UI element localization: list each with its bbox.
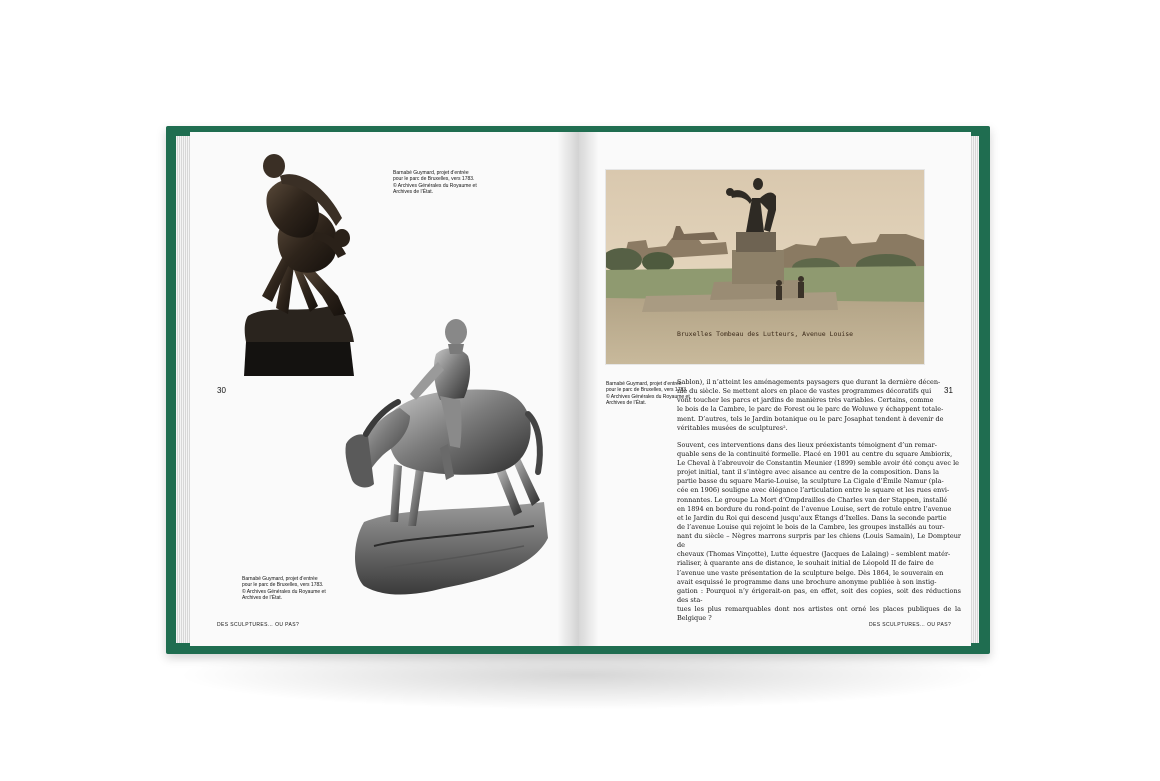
horse-rider-sculpture-image <box>344 316 554 608</box>
figure-caption-top: Barnabé Guymard, projet d’entrée pour le parc de Bruxelles, vers 1783. © Archives Générales du Royaume et Archives de l’État. <box>393 170 477 196</box>
page-number: 30 <box>217 386 226 395</box>
page-number: 31 <box>944 386 953 395</box>
body-text <box>677 378 961 623</box>
running-footer: DES SCULPTURES… OU PAS? <box>869 622 952 628</box>
gutter-shadow <box>579 132 599 646</box>
figure-caption: Barnabé Guymard, projet d’entrée pour le parc de Bruxelles, vers 1783. © Archives Générales du Royaume et Archives de l’État. <box>606 381 690 407</box>
figure-caption-bottom: Barnabé Guymard, projet d’entrée pour le parc de Bruxelles, vers 1783. © Archives Générales du Royaume et Archives de l’État. <box>242 576 326 602</box>
paragraph: Souvent, ces interventions dans des lieux préexistants témoignent d’un remar- quable sens de la continuité formelle. Placé en 1901 au centre du square Ambiorix, Le Cheval à l’abreuvoir de Constantin Meunier (1899) semble avoir été conçu avec le projet initial, tant il s’intègre avec aisance au centre de la composition. Dans la partie basse du square Marie-Louise, la sculpture La Cigale d’Émile Namur (pla- cée en 1906) souligne avec élégance l’articulation entre le square et les rues envi- ronnantes. Le groupe La Mort d’Ompdrailles de Charles van der Stappen, installé en 1894 en bordure du rond-point de l’avenue Louise, sert de rotule entre l’avenue et le Jardin du Roi qui descend jusqu’aux Étangs d’Ixelles. Dans la seconde partie de l’avenue Louise qui rejoint le bois de la Cambre, les groupes installés au tour- nant du siècle – Nègres marrons surpris par les chiens (Louis Samain), Le Dompteur de chevaux (Thomas Vinçotte), Lutte équestre (Jacques de Lalaing) – semblent matér- rialiser, à quarante ans de distance, le souhait initial de Léopold II de faire de l’avenue une vaste présentation de la sculpture belge. Dès 1864, le souverain en avait esquissé le programme dans une brochure anonyme publiée à son instig- gation : Pourquoi n’y érigerait-on pas, en effet, soit des copies, soit des réductions des sta- tues les plus remarquables dont nos artistes ont orné les places publiques de la Belgique ? <box>677 440 961 623</box>
running-footer: DES SCULPTURES… OU PAS? <box>217 622 300 628</box>
right-page <box>579 132 971 646</box>
postcard-caption: Bruxelles Tombeau des Lutteurs, Avenue Louise <box>676 330 854 338</box>
gutter-shadow <box>557 132 579 646</box>
postcard-photo <box>606 170 924 364</box>
left-page <box>190 132 579 646</box>
paragraph: Sablon), il n’atteint les aménagements paysagers que durant la dernière décen- nie du siècle. Se mettent alors en place de vastes programmes décoratifs qui vont toucher les parcs et jardins de manières très variables. Certains, comme le bois de la Cambre, le parc de Forest ou le parc de Woluwe y échappent totale- ment. D’autres, tels le Jardin botanique ou le parc Josaphat tendent à devenir de véritables musées de sculptures². <box>677 378 944 432</box>
